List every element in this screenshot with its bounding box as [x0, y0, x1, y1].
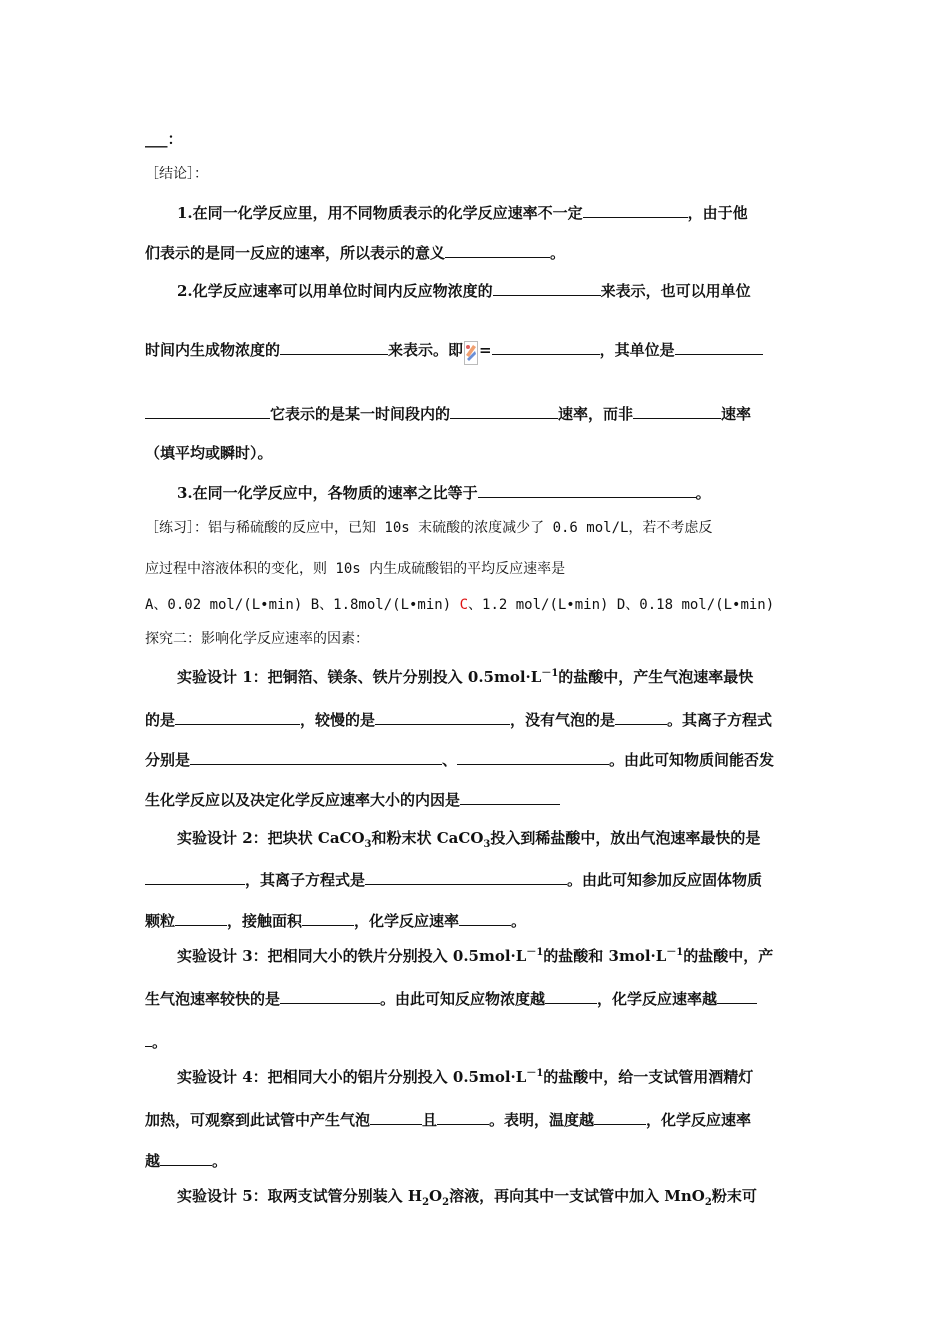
blank[interactable]	[445, 241, 550, 258]
blank[interactable]	[145, 1030, 152, 1047]
exp5-line1: 实验设计 5：取两支试管分别装入 $H_2O_2$溶液，再向其中一支试管中加入 MnO$_2$粉末可	[177, 1187, 757, 1208]
exp2-line1: 实验设计 2：把块状 CaCO$_3$和粉末状 CaCO$_3$投入到稀盐酸中，放出气泡速率最快的是	[177, 829, 761, 850]
answer-c: C	[459, 597, 469, 613]
blank[interactable]	[583, 201, 688, 218]
blank[interactable]	[460, 788, 560, 805]
blank[interactable]	[717, 987, 757, 1004]
blank[interactable]	[370, 1108, 422, 1125]
blank[interactable]	[280, 338, 388, 355]
blank[interactable]	[615, 708, 667, 725]
blank[interactable]	[280, 987, 380, 1004]
blank[interactable]	[160, 1149, 212, 1166]
practice-line1: ［练习］：铝与稀硫酸的反应中，已知 10s 末硫酸的浓度减少了 0.6 mol/L，若不考虑反	[145, 520, 713, 536]
exp1-line3: 分别是 、 。由此可知物质间能否发	[145, 748, 774, 770]
conclusion-p2-line4: （填平均或瞬时）。	[145, 444, 273, 462]
conclusion-p3: 3.在同一化学反应中，各物质的速率之比等于 。	[177, 481, 711, 503]
conclusion-p1-line1: 1.在同一化学反应里，用不同物质表示的化学反应速率不一定 ，由于他	[177, 201, 748, 223]
blank[interactable]	[493, 279, 601, 296]
blank[interactable]	[459, 909, 511, 926]
conclusion-p2-line1: 2.化学反应速率可以用单位时间内反应物浓度的 来表示，也可以用单位	[177, 279, 751, 301]
blank[interactable]	[145, 868, 245, 885]
conclusion-header: ［结论］：	[145, 166, 208, 182]
exp1-line4: 生化学反应以及决定化学反应速率大小的内因是	[145, 788, 560, 810]
exp3-line2: 生气泡速率较快的是 。由此可知反应物浓度越 ，化学反应速率越	[145, 987, 757, 1009]
blank[interactable]	[457, 748, 609, 765]
exp3-line3: 。	[145, 1030, 167, 1052]
blank[interactable]	[675, 338, 763, 355]
blank[interactable]	[594, 1108, 646, 1125]
exp2-line2: ，其离子方程式是 。由此可知参加反应固体物质	[145, 868, 762, 890]
blank[interactable]	[365, 868, 567, 885]
exp1-line2: 的是 ，较慢的是 ，没有气泡的是 。其离子方程式	[145, 708, 772, 730]
exp3-line1: 实验设计 3：把相同大小的铁片分别投入 $0.5mol\cdot L^{-1}$的盐酸和 $3mol\cdot L^{-1}$的盐酸中，产	[177, 947, 774, 965]
section2-title: 探究二：影响化学反应速率的因素：	[145, 631, 369, 647]
blank[interactable]	[437, 1108, 489, 1125]
conclusion-p2-line3: 它表示的是某一时间段内的 速率，而非 速率	[145, 402, 751, 424]
blank[interactable]	[175, 708, 300, 725]
blank[interactable]	[450, 402, 558, 419]
blank[interactable]	[633, 402, 721, 419]
exp4-line2: 加热，可观察到此试管中产生气泡 且 。表明，温度越 ，化学反应速率	[145, 1108, 751, 1130]
conclusion-p1-line2: 们表示的是同一反应的速率，所以表示的意义 。	[145, 241, 565, 263]
formula-image-icon	[464, 341, 478, 365]
exp2-line3: 颗粒 ，接触面积 ，化学反应速率 。	[145, 909, 526, 931]
blank[interactable]	[302, 909, 354, 926]
blank[interactable]	[175, 909, 227, 926]
blank[interactable]	[145, 402, 270, 419]
top-blank: ___：	[145, 130, 183, 148]
exp1-line1: 实验设计 1：把铜箔、镁条、铁片分别投入 $0.5mol\cdot L^{-1}$的盐酸中，产生气泡速率最快	[177, 668, 754, 686]
blank[interactable]	[545, 987, 597, 1004]
blank[interactable]	[375, 708, 510, 725]
exp4-line3: 越 。	[145, 1149, 227, 1171]
blank[interactable]	[190, 748, 442, 765]
practice-options: A、0.02 mol/(L•min) B、1.8mol/(L•min) C、1.2 mol/(L•min) D、0.18 mol/(L•min)	[145, 597, 775, 613]
blank[interactable]	[492, 338, 600, 355]
blank[interactable]	[478, 481, 696, 498]
conclusion-p2-line2: 时间内生成物浓度的 来表示。即 = ，其单位是	[145, 338, 763, 365]
exp4-line1: 实验设计 4：把相同大小的铝片分别投入 $0.5mol\cdot L^{-1}$的盐酸中，给一支试管用酒精灯	[177, 1068, 754, 1086]
practice-line2: 应过程中溶液体积的变化，则 10s 内生成硫酸铝的平均反应速率是	[145, 561, 566, 577]
